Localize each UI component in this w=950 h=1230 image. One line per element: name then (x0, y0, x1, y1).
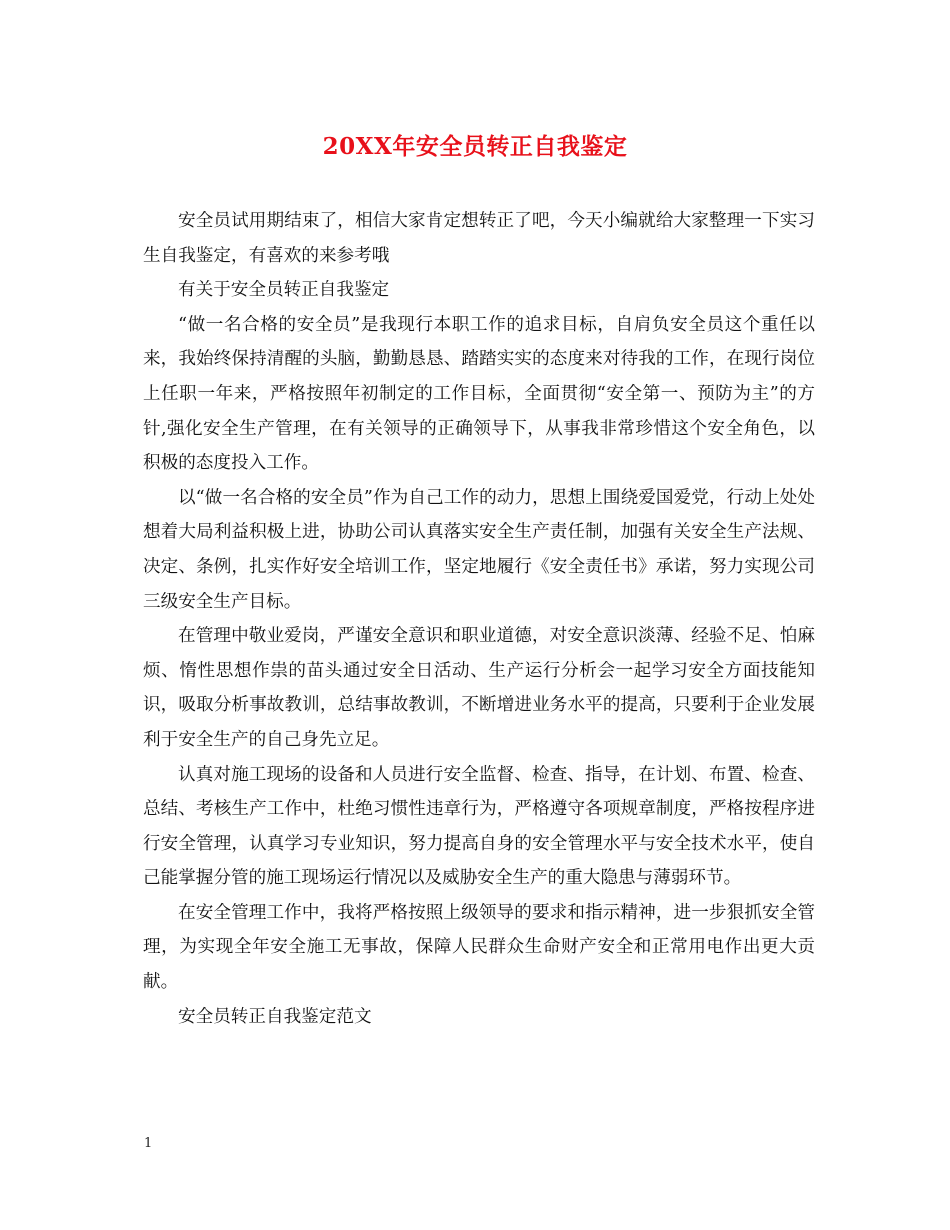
paragraph-goal: “做一名合格的安全员”是我现行本职工作的追求目标，自肩负安全员这个重任以来，我始终保持清醒的头脑，勤勤恳恳、踏踏实实的态度来对待我的工作，在现行岗位上任职一年来，严格按照年初制定的工作目标，全面贯彻“安全第一、预防为主”的方针,强化安全生产管理，在有关领导的正确领导下，从事我非常珍惜这个安全角色，以积极的态度投入工作。 (143, 314, 815, 474)
paragraph-section-heading: 有关于安全员转正自我鉴定 (178, 280, 390, 301)
document-title: 20XX年安全员转正自我鉴定 (322, 133, 628, 160)
paragraph-motivation: 以“做一名合格的安全员”作为自己工作的动力，思想上围绕爱国爱党，行动上处处想着大局利益积极上进，协助公司认真落实安全生产责任制，加强有关安全生产法规、决定、条例，扎实作好安全培训工作，坚定地履行《安全责任书》承诺，努力实现公司三级安全生产目标。 (143, 487, 815, 612)
paragraph-sample-heading: 安全员转正自我鉴定范文 (178, 1006, 372, 1027)
paragraph-supervision: 认真对施工现场的设备和人员进行安全监督、检查、指导，在计划、布置、检查、总结、考核生产工作中，杜绝习惯性违章行为，严格遵守各项规章制度，严格按程序进行安全管理，认真学习专业知识，努力提高自身的安全管理水平与安全技术水平，使自己能掌握分管的施工现场运行情况以及威胁安全生产的重大隐患与薄弱环节。 (143, 764, 815, 889)
paragraph-commitment: 在安全管理工作中，我将严格按照上级领导的要求和指示精神，进一步狠抓安全管理，为实现全年安全施工无事故，保障人民群众生命财产安全和正常用电作出更大贡献。 (143, 902, 815, 993)
paragraph-intro: 安全员试用期结束了，相信大家肯定想转正了吧，今天小编就给大家整理一下实习生自我鉴定，有喜欢的来参考哦 (143, 211, 815, 266)
document-body (143, 204, 815, 1034)
paragraph-management: 在管理中敬业爱岗，严谨安全意识和职业道德，对安全意识淡薄、经验不足、怕麻烦、惰性思想作祟的苗头通过安全日活动、生产运行分析会一起学习安全方面技能知识，吸取分析事故教训，总结事故教训，不断增进业务水平的提高，只要利于企业发展利于安全生产的自己身先立足。 (143, 626, 815, 750)
page-number: 1 (144, 1136, 153, 1151)
